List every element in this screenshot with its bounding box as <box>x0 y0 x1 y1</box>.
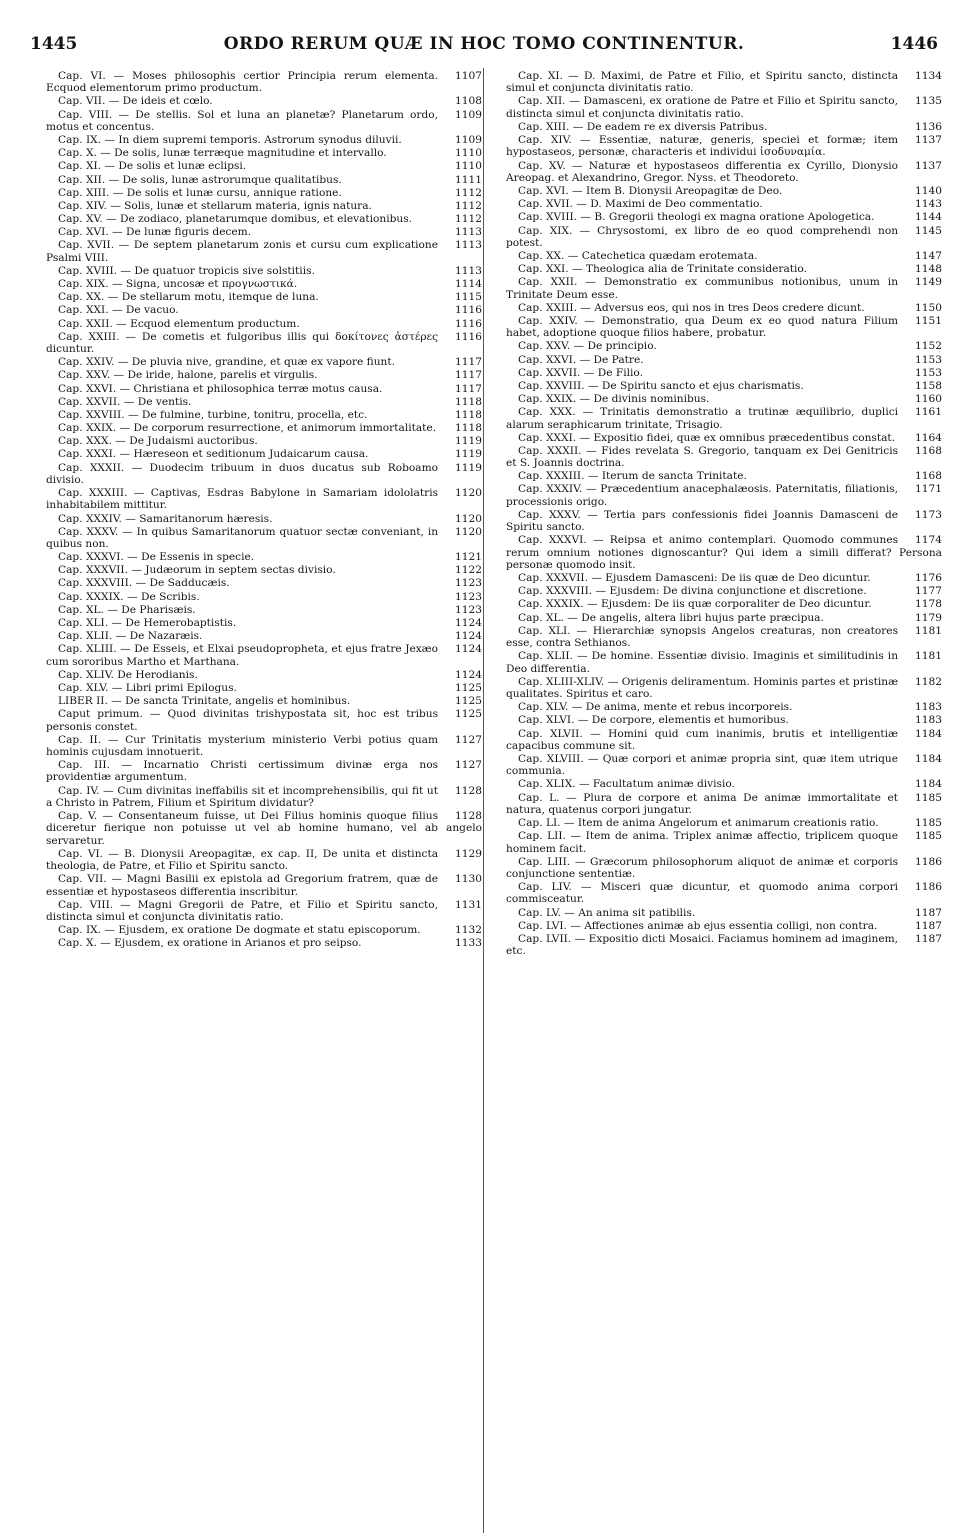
index-entry <box>506 509 942 534</box>
column-reference: 1145 <box>915 224 942 237</box>
column-reference: 1187 <box>915 919 942 932</box>
index-entry <box>506 881 942 906</box>
column-reference: 1113 <box>455 264 482 277</box>
column-reference: 1127 <box>455 733 482 746</box>
column-reference: 1118 <box>455 408 482 421</box>
entry-text: Cap. LIV. — Misceri quæ dicuntur, et quomodo anima corpori commisceatur. <box>506 881 899 906</box>
index-entry <box>46 147 482 159</box>
column-reference: 1115 <box>455 291 482 304</box>
index-entry <box>506 185 942 197</box>
column-reference: 1177 <box>915 585 942 598</box>
entry-text: Cap. XXIX. — De corporum resurrectione, et animorum immortalitate. <box>58 422 437 435</box>
index-entry <box>46 278 482 290</box>
column-reference: 1120 <box>455 487 482 500</box>
entry-text: Cap. LVII. — Expositio dicti Mosaici. Faciamus hominem ad imaginem, etc. <box>506 932 899 958</box>
index-entry <box>506 445 942 470</box>
entry-text: Cap. LVI. — Affectiones animæ ab ejus essentia colligi, non contra. <box>518 919 878 932</box>
index-entry <box>506 340 942 352</box>
column-reference: 1133 <box>455 937 482 950</box>
column-reference: 1161 <box>915 406 942 419</box>
index-entry <box>506 728 942 753</box>
index-entry <box>506 263 942 275</box>
column-reference: 1111 <box>455 173 482 186</box>
index-entry <box>506 753 942 778</box>
entry-text: Cap. XIII. — De eadem re ex diversis Patribus. <box>518 120 768 133</box>
column-reference: 1109 <box>455 134 482 147</box>
index-entry <box>46 265 482 277</box>
entry-text: Cap. X. — De solis, lunæ terræque magnitudine et intervallo. <box>58 147 387 160</box>
entry-text: Cap. XIV. — Solis, lunæ et stellarum materia, ignis natura. <box>58 199 372 212</box>
column-reference: 1160 <box>915 393 942 406</box>
index-entry <box>46 134 482 146</box>
column-reference: 1153 <box>915 353 942 366</box>
column-reference: 1110 <box>455 147 482 160</box>
entry-text: Cap. XXXV. — In quibus Samaritanorum quatuor sectæ conveniant, in quibus non. <box>46 525 439 550</box>
index-entry <box>46 551 482 563</box>
column-reference: 1128 <box>455 784 482 797</box>
entry-text: Cap. XI. — D. Maximi, de Patre et Filio, et Spiritu sancto, distincta simul et conjuncta divinitatis ratio. <box>506 70 899 95</box>
index-entry <box>46 70 482 95</box>
index-entry <box>46 734 482 759</box>
column-reference: 1119 <box>455 435 482 448</box>
column-reference: 1147 <box>915 249 942 262</box>
entry-text: Cap. XXV. — De iride, halone, parelis et virgulis. <box>58 369 318 382</box>
index-entry <box>46 369 482 381</box>
column-reference: 1184 <box>915 752 942 765</box>
entry-text: Cap. IV. — Cum divinitas ineffabilis sit et incomprehensibilis, qui fit ut a Christo in Patrem, Filium et Spiritum dividatur? <box>46 784 439 809</box>
index-entry <box>46 577 482 589</box>
index-entry <box>506 211 942 223</box>
index-entry <box>46 396 482 408</box>
index-entry <box>506 225 942 250</box>
index-entry <box>506 920 942 932</box>
column-reference: 1131 <box>455 898 482 911</box>
column-reference: 1123 <box>455 603 482 616</box>
entry-text: Cap. VIII. — De stellis. Sol et luna an planetæ? Planetarum ordo, motus et concentus. <box>46 108 439 133</box>
column-reference: 1124 <box>455 630 482 643</box>
column-reference: 1144 <box>915 211 942 224</box>
column-reference: 1136 <box>915 120 942 133</box>
entry-text: Cap. VI. — B. Dionysii Areopagitæ, ex cap. II, De unita et distincta theologia, de Patre, et Filio et Spiritu sancto. <box>46 847 439 873</box>
entry-text: Cap. XXXV. — Tertia pars confessionis fidei Joannis Damasceni de Spiritu sancto. <box>506 508 899 534</box>
entry-text: Cap. XVIII. — B. Gregorii theologi ex magna oratione Apologetica. <box>518 211 875 224</box>
column-reference: 1148 <box>915 263 942 276</box>
column-reference: 1119 <box>455 461 482 474</box>
entry-text: Cap. VIII. — Magni Gregorii de Patre, et Filio et Spiritu sancto, distincta simul et conjuncta divinitatis ratio. <box>46 898 439 924</box>
index-entry <box>46 356 482 368</box>
column-reference: 1122 <box>455 564 482 577</box>
page-number-right: 1446 <box>890 34 938 54</box>
index-entry <box>46 810 482 847</box>
index-entry <box>46 213 482 225</box>
index-entry <box>506 483 942 508</box>
entry-text: Cap. XLVII. — Homini quid cum inanimis, brutis et intelligentiæ capacibus commune sit. <box>506 727 899 752</box>
column-reference: 1128 <box>455 810 482 823</box>
index-entry <box>506 625 942 650</box>
index-entry <box>46 591 482 603</box>
index-entry <box>46 848 482 873</box>
column-reference: 1125 <box>455 681 482 694</box>
index-entry <box>506 406 942 431</box>
column-reference: 1123 <box>455 590 482 603</box>
column-reference: 1168 <box>915 470 942 483</box>
index-entry <box>506 315 942 340</box>
column-reference: 1116 <box>455 304 482 317</box>
column-divider <box>483 68 484 1533</box>
column-reference: 1168 <box>915 444 942 457</box>
index-entry <box>46 109 482 134</box>
index-entry <box>506 70 942 95</box>
column-reference: 1152 <box>915 340 942 353</box>
index-entry <box>46 331 482 356</box>
column-reference: 1117 <box>455 382 482 395</box>
index-entry <box>46 383 482 395</box>
index-entry <box>46 899 482 924</box>
index-entry <box>46 160 482 172</box>
entry-text: Cap. XXIV. — De pluvia nive, grandine, et quæ ex vapore fiunt. <box>58 356 395 369</box>
entry-text: Cap. XXXVIII. — De Sadducæis. <box>58 577 230 590</box>
entry-text: Cap. XXX. — Trinitatis demonstratio a trutinæ æquilibrio, duplici alarum seraphicarum trinitate, Trisagio. <box>506 406 899 431</box>
column-reference: 1130 <box>455 873 482 886</box>
entry-text: Cap. XLI. — Hierarchiæ synopsis Angelos creaturas, non creatores esse, contra Sethianos. <box>506 624 899 650</box>
index-entry <box>506 830 942 855</box>
column-reference: 1116 <box>455 317 482 330</box>
index-entry <box>46 318 482 330</box>
column-reference: 1149 <box>915 276 942 289</box>
entry-text: Cap. XLVI. — De corpore, elementis et humoribus. <box>518 714 789 727</box>
column-reference: 1178 <box>915 598 942 611</box>
index-entry <box>46 630 482 642</box>
index-entry <box>46 462 482 487</box>
entry-text: Cap. XLVIII. — Quæ corpori et animæ propria sint, quæ item utrique communia. <box>506 752 899 778</box>
entry-text: Cap. XXXIX. — De Scribis. <box>58 590 200 603</box>
column-reference: 1183 <box>915 701 942 714</box>
index-entry <box>46 95 482 107</box>
column-reference: 1134 <box>915 70 942 82</box>
column-reference: 1132 <box>455 924 482 937</box>
index-entry <box>506 432 942 444</box>
entry-text: Cap. XXII. — Ecquod elementum productum. <box>58 317 300 330</box>
index-entry <box>506 121 942 133</box>
index-entry <box>46 291 482 303</box>
column-reference: 1140 <box>915 184 942 197</box>
index-entry <box>46 617 482 629</box>
entry-text: Cap. IX. — Ejusdem, ex oratione De dogmate et statu episcoporum. <box>58 924 421 937</box>
entry-text: Cap. XXVII. — De ventis. <box>58 395 192 408</box>
entry-text: Cap. XLIV. De Herodianis. <box>58 668 198 681</box>
column-reference: 1150 <box>915 301 942 314</box>
column-reference: 1183 <box>915 714 942 727</box>
column-reference: 1124 <box>455 616 482 629</box>
column-reference: 1108 <box>455 95 482 108</box>
column-reference: 1112 <box>455 199 482 212</box>
column-reference: 1182 <box>915 675 942 688</box>
entry-text: Cap. XIII. — De solis et lunæ cursu, annique ratione. <box>58 186 342 199</box>
index-entry <box>46 239 482 264</box>
column-reference: 1119 <box>455 448 482 461</box>
entry-text: Cap. XIX. — Chrysostomi, ex libro de eo quod comprehendi non potest. <box>506 224 899 249</box>
entry-text: Cap. XXIX. — De divinis nominibus. <box>518 393 710 406</box>
entry-text: Cap. XLIII-XLIV. — Origenis deliramentum. Hominis partes et pristinæ qualitates. Spiritus et caro. <box>506 675 899 700</box>
index-entry <box>506 817 942 829</box>
index-entry <box>46 937 482 949</box>
column-reference: 1164 <box>915 431 942 444</box>
index-entry <box>46 187 482 199</box>
index-entry <box>506 585 942 597</box>
entry-text: Cap. XXXIV. — Præcedentium anacephalæosis. Paternitatis, filiationis, processionis origo. <box>506 483 899 508</box>
entry-text: Cap. LII. — Item de anima. Triplex animæ affectio, triplicem quoque hominem facit. <box>506 830 899 855</box>
entry-text: LIBER II. — De sancta Trinitate, angelis et hominibus. <box>58 695 351 708</box>
column-reference: 1187 <box>915 906 942 919</box>
entry-text: Cap. XVII. — De septem planetarum zonis et cursu cum explicatione Psalmi VIII. <box>46 239 439 264</box>
index-entry <box>46 526 482 551</box>
index-entry <box>506 470 942 482</box>
index-entry <box>506 276 942 301</box>
index-entry <box>46 682 482 694</box>
entry-text: Cap. XXII. — Demonstratio ex communibus notionibus, unum in Trinitate Deum esse. <box>506 276 899 301</box>
entry-text: Cap. VII. — De ideis et cœlo. <box>58 95 213 108</box>
column-reference: 1187 <box>915 932 942 945</box>
entry-text: Cap. XV. — De zodiaco, planetarumque domibus, et elevationibus. <box>58 213 413 226</box>
entry-text: Cap. XVIII. — De quatuor tropicis sive solstitiis. <box>58 264 315 277</box>
index-entry <box>46 785 482 810</box>
entry-text: Cap. XXVIII. — De Spiritu sancto et ejus charismatis. <box>518 379 804 392</box>
column-reference: 1185 <box>915 817 942 830</box>
column-reference: 1124 <box>455 668 482 681</box>
index-entry <box>506 134 942 159</box>
index-entry <box>46 422 482 434</box>
column-reference: 1153 <box>915 366 942 379</box>
entry-text: Cap. XXVII. — De Filio. <box>518 366 643 379</box>
column-reference: 1135 <box>915 95 942 108</box>
column-reference: 1184 <box>915 727 942 740</box>
entry-text: Cap. XXXIX. — Ejusdem: De iis quæ corporaliter de Deo dicuntur. <box>518 598 872 611</box>
entry-text: Cap. XXI. — De vacuo. <box>58 304 179 317</box>
index-entry <box>506 393 942 405</box>
index-entry <box>46 226 482 238</box>
column-reference: 1114 <box>455 278 482 291</box>
entry-text: Cap. XIV. — Essentiæ, naturæ, generis, speciei et formæ; item hypostaseos, personæ, characteris et individui ἰσοδυναμία. <box>506 134 899 159</box>
entry-text: Cap. XXXIII. — Iterum de sancta Trinitate. <box>518 470 747 483</box>
entry-text: Cap. XLIX. — Facultatum animæ divisio. <box>518 778 735 791</box>
entry-text: Cap. VII. — Magni Basilii ex epistola ad Gregorium fratrem, quæ de essentiæ et hypostaseos differentia inscribitur. <box>46 873 439 898</box>
entry-text: Cap. XXIV. — Demonstratio, qua Deum ex eo quod natura Filium habet, adoptione quoque filios habere, probatur. <box>506 314 899 340</box>
entry-text: Cap. XXX. — De Judaismi auctoribus. <box>58 435 258 448</box>
entry-text: Cap. XL. — De angelis, altera libri hujus parte præcipua. <box>518 611 824 624</box>
index-entry <box>46 564 482 576</box>
column-reference: 1120 <box>455 512 482 525</box>
entry-text: Cap. XXXVI. — De Essenis in specie. <box>58 551 255 564</box>
index-entry <box>506 380 942 392</box>
column-reference: 1137 <box>915 134 942 147</box>
column-reference: 1151 <box>915 314 942 327</box>
column-reference: 1107 <box>455 70 482 82</box>
index-entry <box>46 304 482 316</box>
index-entry <box>506 650 942 675</box>
column-reference: 1112 <box>455 213 482 226</box>
column-reference: 1109 <box>455 108 482 121</box>
entry-text: Cap. XLII. — De Nazaræis. <box>58 630 203 643</box>
entry-text: Cap. XXV. — De principio. <box>518 340 657 353</box>
entry-text: Cap. XXIII. — Adversus eos, qui nos in tres Deos credere dicunt. <box>518 301 865 314</box>
column-reference: 1125 <box>455 708 482 721</box>
index-entry <box>506 95 942 120</box>
index-entry <box>506 598 942 610</box>
column-reference: 1158 <box>915 379 942 392</box>
index-entry <box>46 435 482 447</box>
index-entry <box>46 643 482 668</box>
column-reference: 1117 <box>455 369 482 382</box>
column-reference: 1171 <box>915 483 942 496</box>
index-entry <box>506 778 942 790</box>
index-entry <box>46 513 482 525</box>
entry-text: Cap. X. — Ejusdem, ex oratione in Arianos et pro seipso. <box>58 937 362 950</box>
column-reference: 1127 <box>455 759 482 772</box>
entry-text: Cap. XIX. — Signa, uncosæ et προγνωστικά. <box>58 278 298 291</box>
entry-text: Cap. IX. — In diem supremi temporis. Astrorum synodus diluvii. <box>58 134 402 147</box>
column-reference: 1125 <box>455 695 482 708</box>
index-entry <box>506 714 942 726</box>
entry-text: Cap. XXVIII. — De fulmine, turbine, tonitru, procella, etc. <box>58 408 368 421</box>
left-column <box>46 70 482 1532</box>
entry-text: Cap. XVII. — D. Maximi de Deo commentatio. <box>518 198 763 211</box>
column-reference: 1184 <box>915 778 942 791</box>
entry-text: Cap. XXXVII. — Ejusdem Damasceni: De iis quæ de Deo dicuntur. <box>518 572 871 585</box>
index-entry <box>46 487 482 512</box>
index-entry <box>506 572 942 584</box>
entry-text: Cap. XLV. — De anima, mente et rebus incorporeis. <box>518 701 793 714</box>
entry-text: Cap. V. — Consentaneum fuisse, ut Dei Filius hominis quoque filius diceretur fierique non potuisse ut vel ab homine humano, vel ab angelo servaretur. <box>46 810 482 847</box>
column-reference: 1129 <box>455 847 482 860</box>
index-entry <box>46 924 482 936</box>
entry-text: Cap. L. — Plura de corpore et anima De animæ immortalitate et natura, quatenus corpori jungatur. <box>506 791 899 816</box>
entry-text: Cap. XXIII. — De cometis et fulgoribus illis qui δοκίτονες ἀστέρες dicuntur. <box>46 330 439 356</box>
entry-text: Cap. III. — Incarnatio Christi certissimum divinæ erga nos providentiæ argumentum. <box>46 759 439 784</box>
index-entry <box>506 792 942 817</box>
index-entry <box>46 708 482 733</box>
entry-text: Cap. XV. — Naturæ et hypostaseos differentia ex Cyrillo, Dionysio Areopag. et Alexandrino, Gregor. Nyss. et Theodoreto. <box>506 159 899 184</box>
column-reference: 1143 <box>915 198 942 211</box>
entry-text: Cap. XXXVI. — Reipsa et animo contemplari. Quomodo communes rerum omnium notiones dignoscantur? Qui idem a simili differat? Persona personæ quomodo insit. <box>506 534 942 571</box>
entry-text: Cap. XVI. — De lunæ figuris decem. <box>58 226 252 239</box>
index-entry <box>506 701 942 713</box>
index-entry <box>46 448 482 460</box>
index-entry <box>46 873 482 898</box>
entry-text: Cap. XXXVIII. — Ejusdem: De divina conjunctione et discretione. <box>518 585 867 598</box>
column-reference: 1186 <box>915 855 942 868</box>
entry-text: Cap. XXVI. — De Patre. <box>518 353 644 366</box>
entry-text: Cap. XLV. — Libri primi Epilogus. <box>58 681 237 694</box>
entry-text: Cap. XXXIV. — Samaritanorum hæresis. <box>58 512 273 525</box>
index-entry <box>506 198 942 210</box>
entry-text: Cap. XI. — De solis et lunæ eclipsi. <box>58 160 247 173</box>
column-reference: 1137 <box>915 159 942 172</box>
index-entry <box>46 200 482 212</box>
index-entry <box>46 695 482 707</box>
index-entry <box>506 856 942 881</box>
entry-text: Cap. VI. — Moses philosophis certior Principia rerum elementa. Ecquod elementorum primo productum. <box>46 70 439 95</box>
index-entry <box>506 907 942 919</box>
entry-text: Cap. XXXII. — Fides revelata S. Gregorio, tanquam ex Dei Genitricis et S. Joannis doctrina. <box>506 444 899 470</box>
entry-text: Caput primum. — Quod divinitas trishypostata sit, hoc est tribus personis constet. <box>46 708 439 733</box>
index-entry <box>506 160 942 185</box>
index-entry <box>46 409 482 421</box>
column-reference: 1176 <box>915 572 942 585</box>
column-reference: 1179 <box>915 611 942 624</box>
column-reference: 1112 <box>455 186 482 199</box>
entry-text: Cap. XX. — Catechetica quædam erotemata. <box>518 249 758 262</box>
column-reference: 1116 <box>455 330 482 343</box>
entry-text: Cap. XL. — De Pharisæis. <box>58 603 196 616</box>
entry-text: Cap. LIII. — Græcorum philosophorum aliquot de animæ et corporis conjunctione sententiæ. <box>506 855 899 880</box>
index-entry <box>46 174 482 186</box>
entry-text: Cap. XVI. — Item B. Dionysii Areopagitæ de Deo. <box>518 184 783 197</box>
column-reference: 1181 <box>915 624 942 637</box>
entry-text: Cap. XXI. — Theologica alia de Trinitate consideratio. <box>518 263 807 276</box>
index-entry <box>506 676 942 701</box>
entry-text: Cap. XXXIII. — Captivas, Esdras Babylone in Samariam idololatris inhabitabilem mittitur. <box>46 487 439 512</box>
index-entry <box>506 933 942 958</box>
entry-text: Cap. XXXI. — Expositio fidei, quæ ex omnibus præcedentibus constat. <box>518 431 896 444</box>
index-entry <box>506 534 942 571</box>
column-reference: 1124 <box>455 643 482 656</box>
entry-text: Cap. XLII. — De homine. Essentiæ divisio. Imaginis et similitudinis in Deo differentia. <box>506 650 899 675</box>
column-reference: 1118 <box>455 422 482 435</box>
column-reference: 1174 <box>915 534 942 547</box>
column-reference: 1181 <box>915 650 942 663</box>
entry-text: Cap. XXVI. — Christiana et philosophica terræ motus causa. <box>58 382 383 395</box>
index-entry <box>506 302 942 314</box>
column-reference: 1113 <box>455 226 482 239</box>
column-reference: 1185 <box>915 830 942 843</box>
column-reference: 1173 <box>915 508 942 521</box>
entry-text: Cap. II. — Cur Trinitatis mysterium ministerio Verbi potius quam hominis cujusdam innotuerit. <box>46 733 439 759</box>
entry-text: Cap. LI. — Item de anima Angelorum et animarum creationis ratio. <box>518 817 879 830</box>
entry-text: Cap. XX. — De stellarum motu, itemque de luna. <box>58 291 319 304</box>
column-reference: 1110 <box>455 160 482 173</box>
right-column <box>506 70 942 1532</box>
entry-text: Cap. XLIII. — De Esseis, et Elxai pseudopropheta, et ejus fratre Jexæo cum sororibus Martho et Marthana. <box>46 643 439 668</box>
index-entry <box>46 759 482 784</box>
column-reference: 1121 <box>455 551 482 564</box>
page-header <box>30 34 938 58</box>
entry-text: Cap. XII. — Damasceni, ex oratione de Patre et Filio et Spiritu sancto, distincta simul et conjuncta divinitatis ratio. <box>506 95 899 120</box>
column-reference: 1120 <box>455 525 482 538</box>
column-reference: 1113 <box>455 239 482 252</box>
entry-text: Cap. XXXVII. — Judæorum in septem sectas divisio. <box>58 564 336 577</box>
column-reference: 1186 <box>915 881 942 894</box>
page-number-left: 1445 <box>30 34 78 54</box>
entry-text: Cap. XII. — De solis, lunæ astrorumque qualitatibus. <box>58 173 342 186</box>
column-reference: 1185 <box>915 791 942 804</box>
column-reference: 1123 <box>455 577 482 590</box>
entry-text: Cap. XXXI. — Hæreseon et seditionum Judaicarum causa. <box>58 448 369 461</box>
entry-text: Cap. XXXII. — Duodecim tribuum in duos ducatus sub Roboamo divisio. <box>46 461 439 486</box>
index-entry <box>506 250 942 262</box>
column-reference: 1118 <box>455 395 482 408</box>
column-reference: 1117 <box>455 356 482 369</box>
index-entry <box>506 367 942 379</box>
index-entry <box>46 669 482 681</box>
entry-text: Cap. XLI. — De Hemerobaptistis. <box>58 616 237 629</box>
entry-text: Cap. LV. — An anima sit patibilis. <box>518 906 696 919</box>
index-entry <box>46 604 482 616</box>
running-title: ORDO RERUM QUÆ IN HOC TOMO CONTINENTUR. <box>223 34 745 54</box>
index-entry <box>506 612 942 624</box>
index-entry <box>506 354 942 366</box>
